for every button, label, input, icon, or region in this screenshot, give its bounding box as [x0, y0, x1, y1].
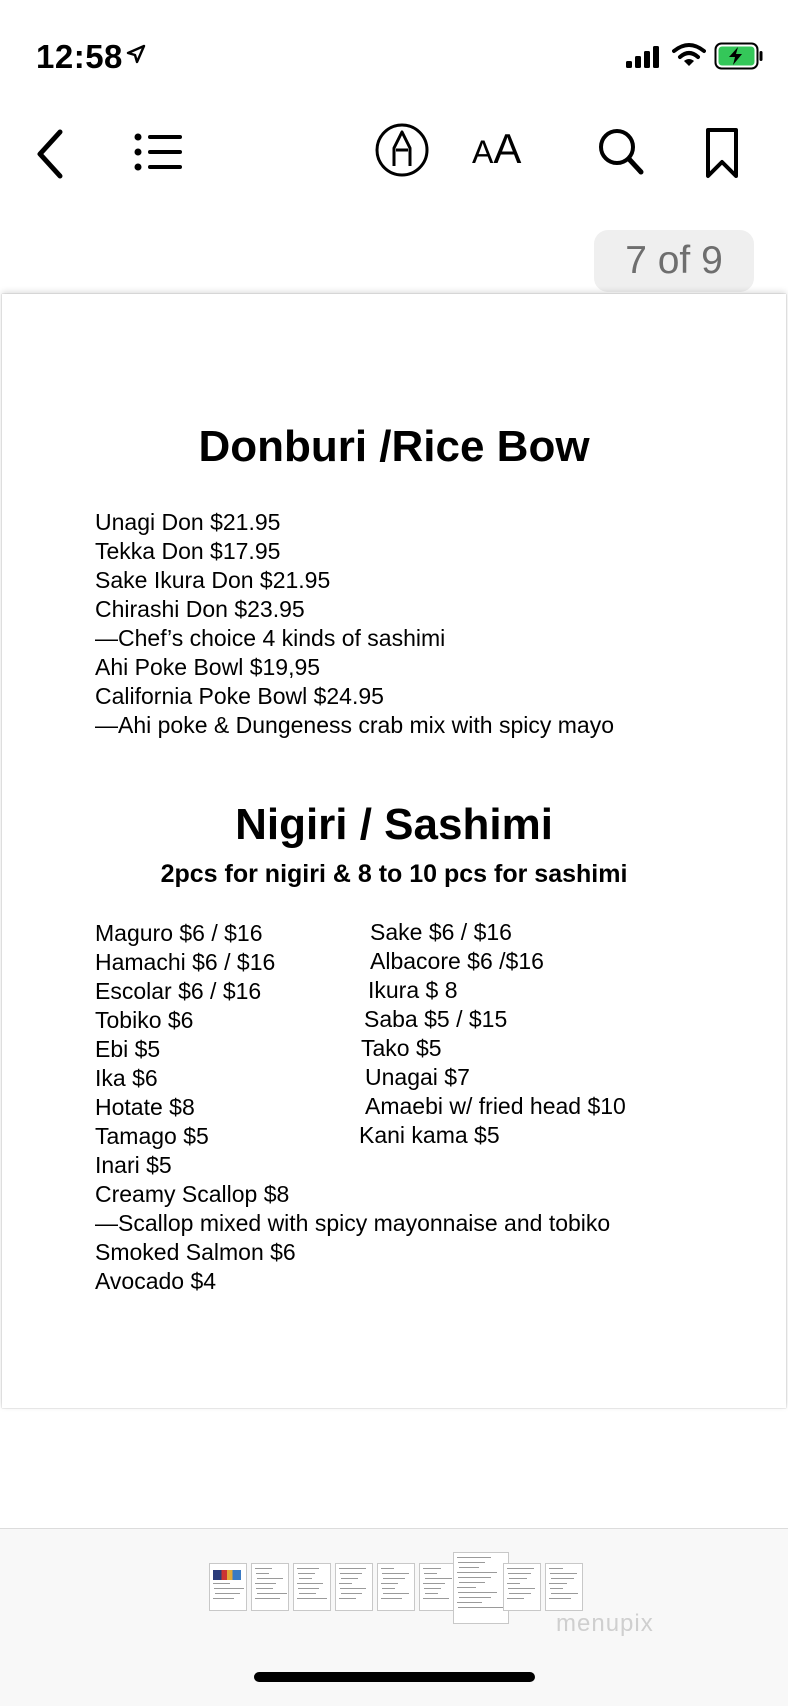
- list-item: Unagai $7: [365, 1064, 470, 1090]
- nigiri-heading: Nigiri / Sashimi: [235, 800, 553, 849]
- list-item: Hotate $8: [95, 1094, 195, 1120]
- list-item: Ika $6: [95, 1065, 158, 1091]
- thumbnail-line: [551, 1578, 574, 1579]
- thumbnail-line: [549, 1583, 567, 1584]
- list-item: Ebi $5: [95, 1036, 161, 1062]
- status-bar: [0, 0, 788, 110]
- thumbnail-line: [457, 1602, 482, 1603]
- thumbnail-line: [213, 1583, 230, 1584]
- thumbnail-line: [215, 1593, 240, 1594]
- thumbnail-line: [383, 1578, 405, 1579]
- thumbnail-line: [549, 1598, 571, 1599]
- thumbnail-line: [509, 1593, 531, 1594]
- thumbnail-line: [299, 1593, 316, 1594]
- thumbnail-line: [508, 1573, 531, 1574]
- thumbnail-line: [509, 1578, 527, 1579]
- thumbnail-line: [214, 1588, 244, 1589]
- location-arrow-icon: [126, 44, 146, 64]
- reader-toolbar: [0, 110, 788, 199]
- donburi-heading: Donburi /Rice Bow: [198, 422, 590, 471]
- thumbnail-line: [298, 1588, 319, 1589]
- thumbnail-line: [381, 1598, 402, 1599]
- text-size-small-a: A: [472, 134, 494, 170]
- thumbnail-line: [550, 1573, 577, 1574]
- thumbnail-line: [507, 1568, 534, 1569]
- thumbnail-line: [423, 1583, 445, 1584]
- thumbnail-line: [423, 1568, 441, 1569]
- list-item: —Scallop mixed with spicy mayonnaise and tobiko: [95, 1210, 611, 1236]
- chevron-left-icon[interactable]: [30, 126, 70, 182]
- bookmark-icon[interactable]: [702, 126, 742, 180]
- thumbnail-line: [383, 1593, 409, 1594]
- page-thumbnail[interactable]: [453, 1552, 509, 1624]
- list-item: Creamy Scallop $8: [95, 1181, 290, 1207]
- list-item: Chirashi Don $23.95: [95, 596, 305, 622]
- thumbnail-line: [457, 1572, 497, 1573]
- thumbnail-line: [457, 1557, 491, 1558]
- thumbnail-line: [297, 1598, 327, 1599]
- thumbnail-line: [340, 1573, 362, 1574]
- battery-charging-icon: [714, 42, 764, 70]
- thumbnail-line: [382, 1588, 395, 1589]
- thumbnail-line: [256, 1573, 269, 1574]
- thumbnail-line: [424, 1573, 437, 1574]
- thumbnail-line: [458, 1607, 503, 1608]
- thumbnail-line: [424, 1588, 441, 1589]
- thumbnail-line: [549, 1568, 563, 1569]
- list-item: Tamago $5: [95, 1123, 209, 1149]
- thumbnail-line: [255, 1568, 272, 1569]
- thumbnail-line: [507, 1583, 520, 1584]
- list-item: Smoked Salmon $6: [95, 1239, 296, 1265]
- list-item: California Poke Bowl $24.95: [95, 683, 384, 709]
- thumbnail-line: [299, 1578, 312, 1579]
- thumbnail-line: [297, 1583, 323, 1584]
- thumbnail-line: [459, 1597, 491, 1598]
- thumbnail-line: [550, 1588, 563, 1589]
- thumbnail-line: [382, 1573, 409, 1574]
- page-thumbnail[interactable]: [377, 1563, 415, 1611]
- list-item: Sake $6 / $16: [370, 919, 512, 945]
- list-item: Tako $5: [361, 1035, 442, 1061]
- page-thumbnail[interactable]: [503, 1563, 541, 1611]
- thumbnail-line: [341, 1578, 358, 1579]
- thumbnail-line: [423, 1598, 449, 1599]
- list-item: Ahi Poke Bowl $19,95: [95, 654, 321, 680]
- thumbnail-line: [458, 1577, 491, 1578]
- list-item: Tobiko $6: [95, 1007, 194, 1033]
- page-thumbnail[interactable]: [209, 1563, 247, 1611]
- nigiri-subtitle: 2pcs for nigiri & 8 to 10 pcs for sashimi: [160, 860, 628, 888]
- thumbnail-line: [255, 1583, 276, 1584]
- list-item: Maguro $6 / $16: [95, 920, 263, 946]
- home-indicator[interactable]: [254, 1672, 535, 1682]
- page-thumbnail[interactable]: [335, 1563, 373, 1611]
- thumbnail-line: [298, 1573, 315, 1574]
- thumbnail-line: [459, 1567, 479, 1568]
- list-item: —Ahi poke & Dungeness crab mix with spicy mayo: [95, 712, 614, 738]
- document-page: [2, 294, 786, 1408]
- thumbnail-line: [381, 1583, 398, 1584]
- text-size-large-a: A: [493, 125, 522, 172]
- thumbnail-line: [297, 1568, 319, 1569]
- cellular-signal-icon: [626, 46, 662, 68]
- list-item: Albacore $6 /$16: [370, 948, 544, 974]
- text-size-button[interactable]: [472, 124, 521, 177]
- thumbnail-line: [457, 1587, 476, 1588]
- thumbnail-line: [459, 1582, 485, 1583]
- search-icon[interactable]: [596, 126, 646, 178]
- list-item: Avocado $4: [95, 1268, 217, 1294]
- page-thumbnail[interactable]: [419, 1563, 457, 1611]
- list-item: Saba $5 / $15: [364, 1006, 508, 1032]
- list-item: Tekka Don $17.95: [95, 538, 281, 564]
- wifi-icon: [672, 42, 706, 68]
- page-thumbnail[interactable]: [293, 1563, 331, 1611]
- list-item: Amaebi w/ fried head $10: [365, 1093, 626, 1119]
- watermark: menupix: [556, 1610, 654, 1637]
- thumbnail-line: [339, 1598, 356, 1599]
- thumbnail-line: [339, 1568, 366, 1569]
- thumbnail-line: [507, 1598, 524, 1599]
- thumbnail-line: [256, 1588, 273, 1589]
- thumbnail-line: [255, 1598, 280, 1599]
- thumbnail-line: [340, 1588, 366, 1589]
- list-item: —Chef’s choice 4 kinds of sashimi: [95, 625, 446, 651]
- thumbnail-line: [458, 1562, 485, 1563]
- list-item: Ikura $ 8: [368, 977, 458, 1003]
- thumbnail-line: [257, 1593, 287, 1594]
- markup-pen-icon[interactable]: [374, 122, 430, 178]
- thumbnail-line: [341, 1593, 362, 1594]
- thumbnail-line: [339, 1583, 352, 1584]
- thumbnail-line: [458, 1592, 497, 1593]
- thumbnail-line: [381, 1568, 394, 1569]
- thumbnail-line: [551, 1593, 578, 1594]
- thumbnail-graphic: [213, 1570, 241, 1580]
- list-item: Inari $5: [95, 1152, 172, 1178]
- status-time: 12:58: [36, 38, 123, 75]
- list-item: Sake Ikura Don $21.95: [95, 567, 331, 593]
- thumbnail-line: [508, 1588, 535, 1589]
- list-item: Escolar $6 / $16: [95, 978, 262, 1004]
- page-indicator: 7 of 9: [594, 230, 754, 292]
- thumbnail-line: [425, 1578, 452, 1579]
- thumbnail-line: [257, 1578, 283, 1579]
- donburi-list: [95, 508, 614, 740]
- list-item: Hamachi $6 / $16: [95, 949, 276, 975]
- list-item: Unagi Don $21.95: [95, 509, 281, 535]
- page-thumbnail[interactable]: [251, 1563, 289, 1611]
- page-thumbnail[interactable]: [545, 1563, 583, 1611]
- thumbnail-line: [213, 1598, 234, 1599]
- list-item: Kani kama $5: [359, 1122, 500, 1148]
- thumbnail-line: [425, 1593, 438, 1594]
- list-icon[interactable]: [134, 132, 184, 172]
